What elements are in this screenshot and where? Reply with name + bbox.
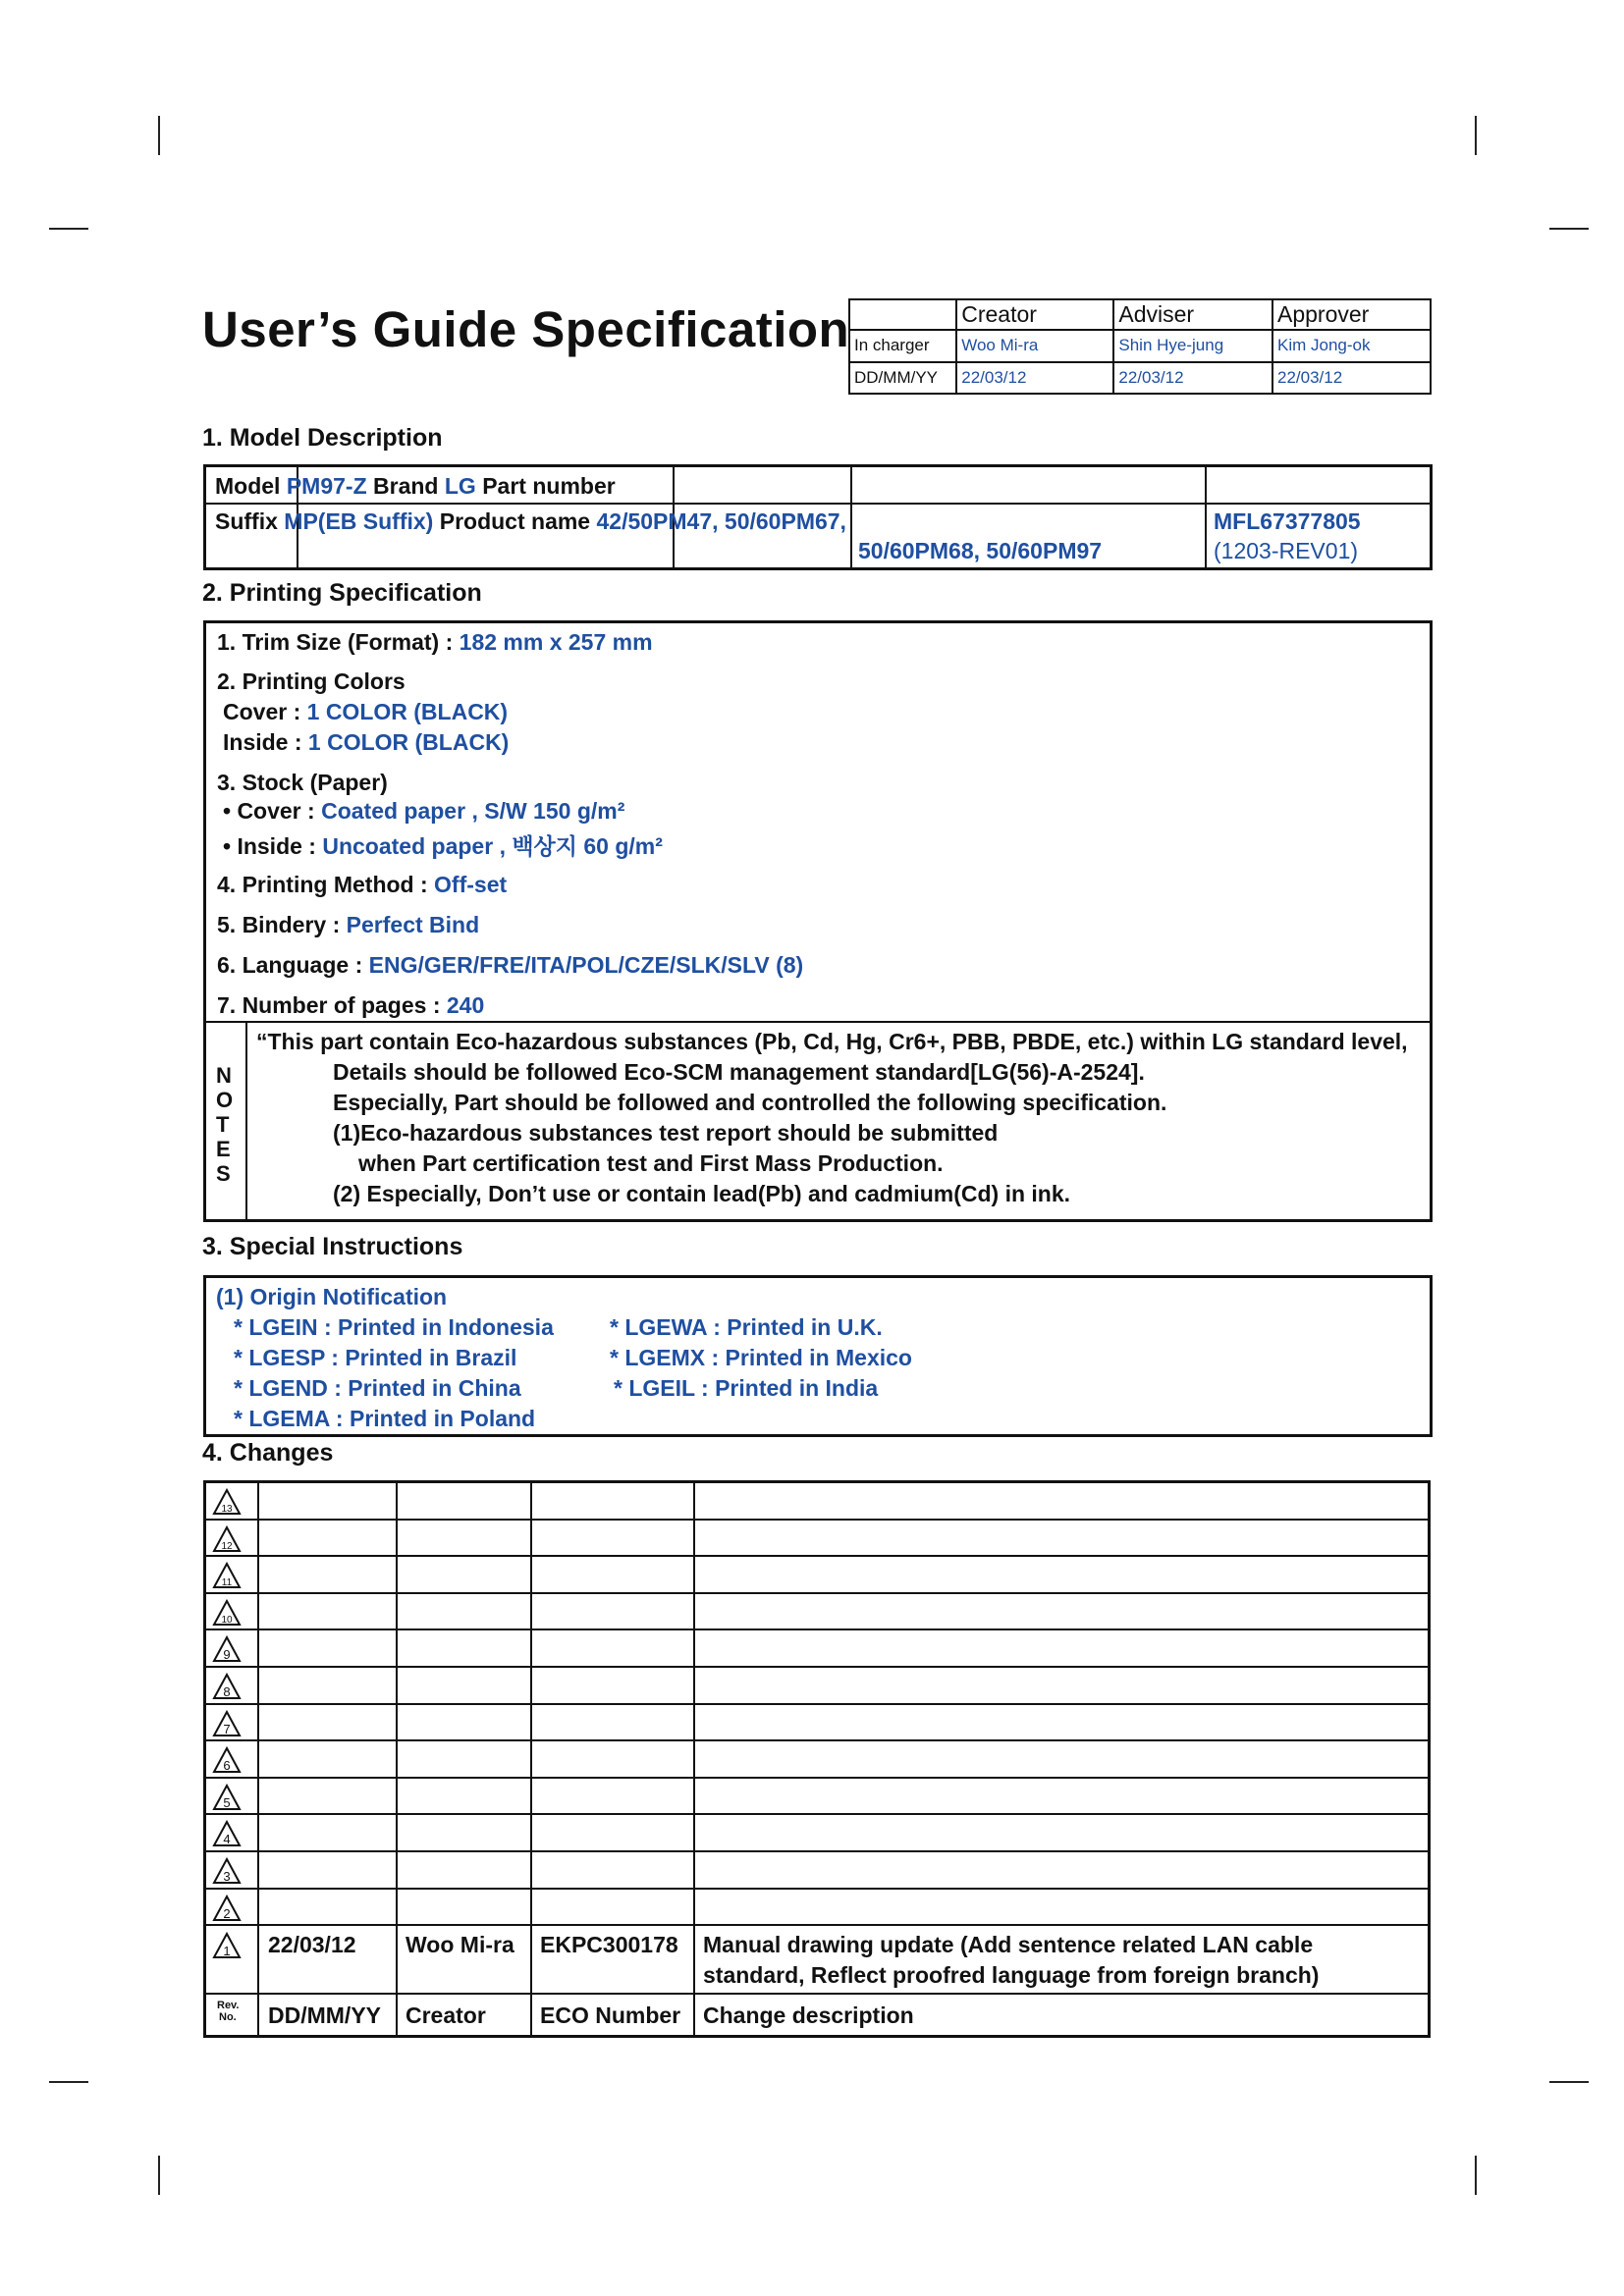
approval-row-label: In charger [849,330,956,362]
stock-inside-label: • Inside : [223,833,316,859]
change-eco-number: EKPC300178 [540,1932,678,1957]
revision-triangle-icon [212,1525,242,1553]
approval-date: 22/03/12 [1113,362,1272,395]
special-instructions-box [203,1275,1433,1437]
notes-letter: T [216,1112,230,1137]
table-row [206,1668,1428,1705]
approval-header-creator: Creator [956,299,1113,330]
table-row [206,1483,1428,1521]
revision-triangle-icon [212,1673,242,1700]
revision-number: 10 [221,1614,233,1626]
section-heading: 2. Printing Specification [202,579,482,607]
table-row [206,1705,1428,1742]
description-header: Change description [703,2002,914,2028]
date-header: DD/MM/YY [268,2002,381,2028]
note-line: Especially, Part should be followed and controlled the following specification. [333,1090,1167,1115]
stock-inside [223,828,663,861]
crop-mark [49,228,88,230]
pages-value: 240 [446,992,485,1018]
origin-item: * LGEND : Printed in China [234,1375,521,1401]
divider [850,467,852,567]
approval-header-approver: Approver [1272,299,1431,330]
origin-item: * LGEMA : Printed in Poland [234,1406,536,1431]
approval-name: Woo Mi-ra [956,330,1113,362]
revision-number: 7 [223,1721,231,1736]
number-of-pages [217,992,484,1019]
revision-number: 5 [223,1794,231,1810]
revision-number: 13 [221,1504,233,1515]
product-name-value: 42/50PM47, 50/60PM67, [596,508,846,534]
brand-value: LG [444,473,476,499]
revision-number: 11 [221,1577,233,1589]
approval-header-adviser: Adviser [1113,299,1272,330]
pages-label: 7. Number of pages : [217,992,441,1018]
section-heading: 1. Model Description [202,424,443,452]
origin-item: * LGEIN : Printed in Indonesia [234,1314,554,1340]
divider [1205,467,1207,567]
model-value: PM97-Z [286,473,367,499]
trim-size-label: 1. Trim Size (Format) : [217,629,454,655]
crop-mark [158,116,160,155]
bindery [217,912,479,938]
change-description: Manual drawing update (Add sentence related LAN cable [703,1932,1314,1957]
bindery-label: 5. Bindery : [217,912,341,937]
printing-spec-box [203,620,1433,1222]
revision-triangle-icon [212,1635,242,1663]
suffix-value: MP(EB Suffix) [284,508,434,534]
revision-number: 8 [223,1684,231,1699]
revision-triangle-icon [212,1488,242,1516]
trim-size [217,629,653,656]
divider [206,503,1430,505]
model-table [203,464,1433,570]
table-row [206,1594,1428,1631]
table-row [206,1926,1428,1995]
revision-triangle-icon [212,1599,242,1627]
printing-colors-label: 2. Printing Colors [217,668,406,694]
printing-method-label: 4. Printing Method : [217,872,428,897]
stock-cover [223,798,624,825]
approval-row-label: DD/MM/YY [849,362,956,395]
crop-mark [49,2081,88,2083]
approval-name: Kim Jong-ok [1272,330,1431,362]
brand-label: Brand [373,473,439,499]
part-number-revision: (1203-REV01) [1214,538,1359,563]
crop-mark [1475,116,1477,155]
revision-triangle-icon [212,1562,242,1589]
origin-item: * LGEIL : Printed in India [614,1375,879,1401]
language [217,952,803,979]
approval-date: 22/03/12 [956,362,1113,395]
stock-label: 3. Stock (Paper) [217,770,388,795]
revision-number: 6 [223,1758,231,1774]
revision-number: 2 [223,1905,231,1921]
revision-triangle-icon [212,1710,242,1737]
note-line: when Part certification test and First Mass Production. [358,1150,944,1176]
inside-color-label: Inside : [223,729,302,755]
eco-header: ECO Number [540,2002,681,2028]
notes-letter: N [216,1063,232,1088]
table-row [206,1630,1428,1668]
divider [245,1021,247,1219]
cover-color-label: Cover : [223,699,301,724]
section-heading: 4. Changes [202,1439,334,1467]
inside-color [223,729,509,756]
stock-inside-value: Uncoated paper , 백상지 60 g/m² [322,833,663,859]
model-row-2 [215,508,846,535]
suffix-label: Suffix [215,508,278,534]
note-line: “This part contain Eco-hazardous substances (Pb, Cd, Hg, Cr6+, PBB, PBDE, etc.) within LG standard level, [256,1029,1408,1054]
rev-no-label: No. [219,2011,237,2023]
page-title: User’s Guide Specification [202,301,850,357]
changes-table [203,1480,1431,2038]
table-row [206,1741,1428,1779]
cover-color-value: 1 COLOR (BLACK) [306,699,509,724]
table-row [206,1521,1428,1558]
table-row [206,1779,1428,1816]
revision-triangle-icon [212,1932,242,1959]
origin-item: * LGESP : Printed in Brazil [234,1345,517,1370]
origin-title: (1) Origin Notification [216,1284,448,1309]
product-name-value-cont: 50/60PM68, 50/60PM97 [858,538,1103,563]
notes-letter: S [216,1161,231,1186]
revision-triangle-icon [212,1895,242,1922]
change-description: standard, Reflect proofred language from foreign branch) [703,1962,1320,1988]
printing-method-value: Off-set [434,872,508,897]
revision-number: 1 [223,1944,231,1958]
approval-table [848,298,1432,395]
inside-color-value: 1 COLOR (BLACK) [307,729,510,755]
divider [206,1021,1430,1023]
origin-item: * LGEMX : Printed in Mexico [610,1345,912,1370]
trim-size-value: 182 mm x 257 mm [459,629,653,655]
change-creator: Woo Mi-ra [406,1932,514,1957]
stock-cover-label: • Cover : [223,798,315,824]
product-name-label: Product name [439,508,591,534]
table-row [206,1557,1428,1594]
table-row [206,1815,1428,1852]
cover-color [223,699,508,725]
revision-triangle-icon [212,1784,242,1811]
revision-triangle-icon [212,1820,242,1847]
table-row [206,1852,1428,1890]
crop-mark [1475,2156,1477,2195]
table-row [206,1890,1428,1927]
notes-letter: E [216,1137,231,1161]
revision-triangle-icon [212,1857,242,1885]
origin-item: * LGEWA : Printed in U.K. [610,1314,883,1340]
revision-number: 3 [223,1869,231,1884]
part-number-label: Part number [482,473,616,499]
revision-triangle-icon [212,1746,242,1774]
language-value: ENG/GER/FRE/ITA/POL/CZE/SLK/SLV (8) [368,952,804,978]
table-header-row [206,1995,1428,2038]
note-line: (2) Especially, Don’t use or contain lead(Pb) and cadmium(Cd) in ink. [333,1181,1071,1206]
rev-label: Rev. [217,2000,240,2011]
model-label: Model [215,473,281,499]
approval-date: 22/03/12 [1272,362,1431,395]
stock-cover-value: Coated paper , S/W 150 g/m² [321,798,625,824]
crop-mark [158,2156,160,2195]
crop-mark [1549,2081,1589,2083]
approval-name: Shin Hye-jung [1113,330,1272,362]
revision-number: 9 [223,1647,231,1663]
section-heading: 3. Special Instructions [202,1233,463,1260]
notes-letter: O [216,1088,234,1112]
language-label: 6. Language : [217,952,363,978]
part-number-value: MFL67377805 [1214,508,1361,534]
change-date: 22/03/12 [268,1932,356,1957]
model-row-1 [215,473,616,500]
creator-header: Creator [406,2002,486,2028]
printing-method [217,872,507,898]
crop-mark [1549,228,1589,230]
bindery-value: Perfect Bind [346,912,480,937]
note-line: Details should be followed Eco-SCM management standard[LG(56)-A-2524]. [333,1059,1145,1085]
approval-corner [849,299,956,330]
note-line: (1)Eco-hazardous substances test report should be submitted [333,1120,999,1146]
revision-number: 4 [223,1832,231,1847]
revision-number: 12 [221,1540,233,1552]
